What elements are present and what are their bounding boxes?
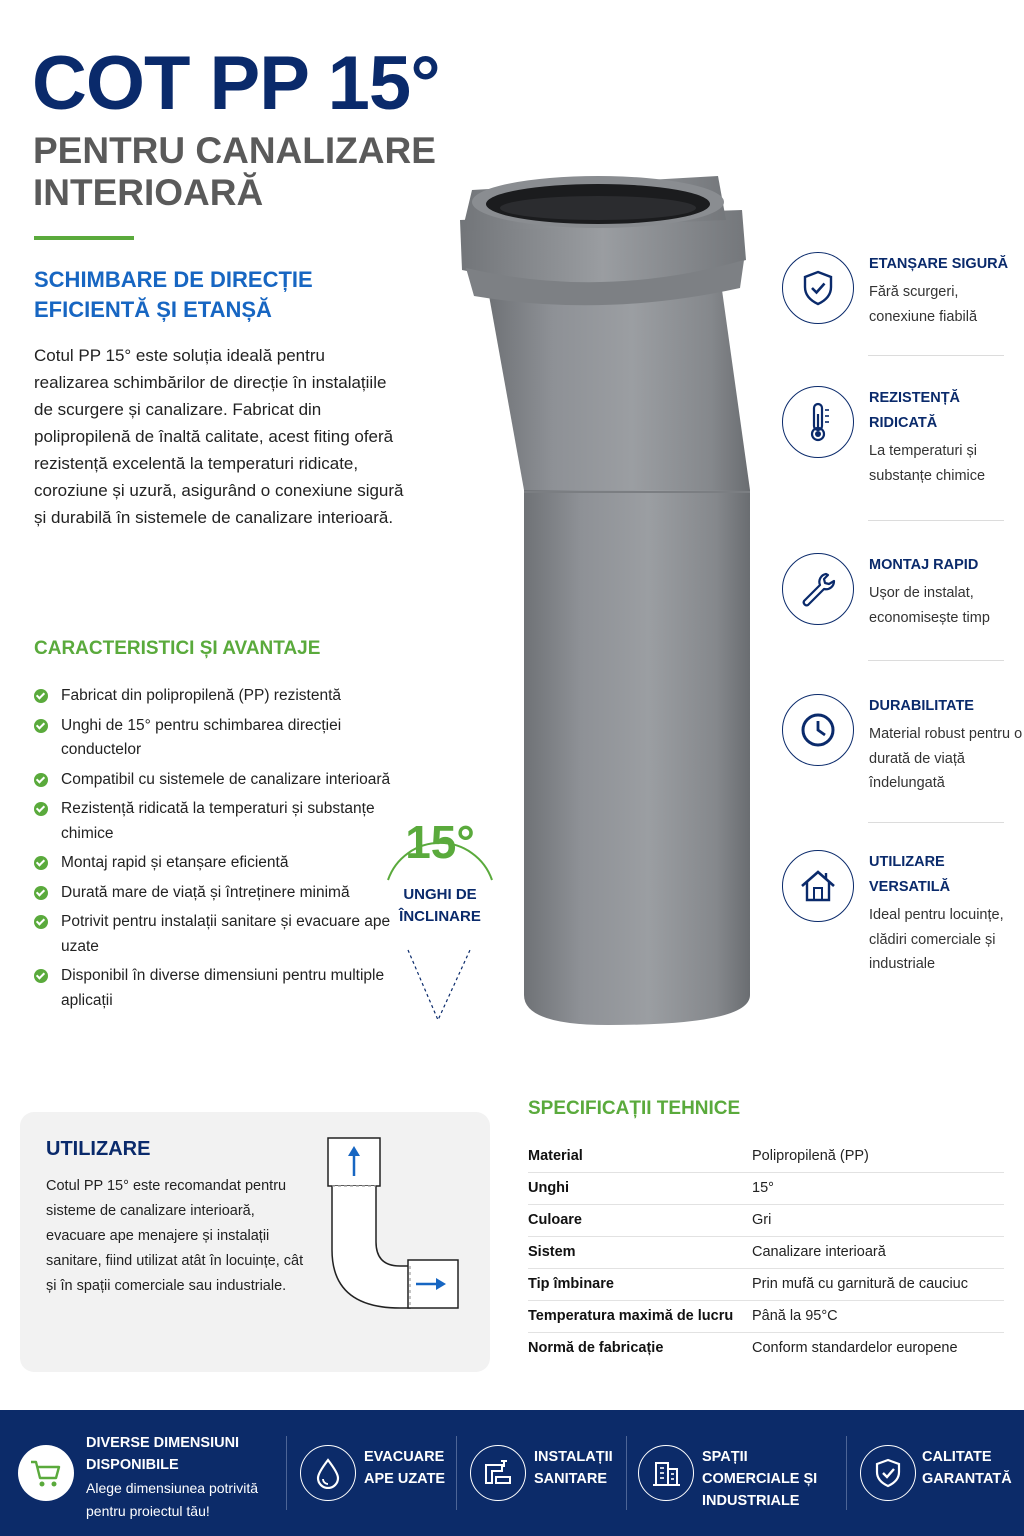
footer-item-sanitary bbox=[470, 1410, 630, 1536]
benefit-quick-install bbox=[782, 553, 1022, 643]
check-icon bbox=[34, 915, 48, 929]
check-icon bbox=[34, 773, 48, 787]
spec-label: Temperatura maximă de lucru bbox=[528, 1300, 752, 1332]
benefit-desc: Ideal pentru locuințe, clădiri comerciale și industriale bbox=[869, 907, 1004, 972]
feature-item bbox=[34, 851, 394, 876]
check-icon bbox=[34, 689, 48, 703]
table-row bbox=[528, 1236, 1004, 1268]
specs-table bbox=[528, 1140, 1004, 1364]
spec-value: Până la 95°C bbox=[752, 1300, 1004, 1332]
water-drop-icon bbox=[300, 1445, 356, 1501]
spec-value: Canalizare interioară bbox=[752, 1236, 1004, 1268]
table-row bbox=[528, 1204, 1004, 1236]
feature-text: Montaj rapid și etanșare eficientă bbox=[61, 854, 289, 871]
benefit-sealing bbox=[782, 252, 1022, 342]
feature-text: Disponibil în diverse dimensiuni pentru multiple aplicații bbox=[61, 967, 385, 1009]
buildings-icon bbox=[638, 1445, 694, 1501]
spec-value: Gri bbox=[752, 1204, 1004, 1236]
benefit-desc: Fără scurgeri, conexiune fiabilă bbox=[869, 284, 978, 325]
table-row bbox=[528, 1300, 1004, 1332]
spec-label: Culoare bbox=[528, 1204, 752, 1236]
page-title: COT PP 15° bbox=[32, 41, 440, 126]
spec-value: 15° bbox=[752, 1172, 1004, 1204]
benefit-resistance bbox=[782, 386, 1022, 496]
footer-title: CALITATE GARANTATĂ bbox=[922, 1449, 1012, 1487]
feature-text: Unghi de 15° pentru schimbarea direcției conductelor bbox=[61, 716, 342, 758]
feature-text: Fabricat din polipropilenă (PP) rezistentă bbox=[61, 687, 341, 704]
feature-item bbox=[34, 881, 394, 906]
benefit-durability bbox=[782, 694, 1022, 804]
spec-label: Tip îmbinare bbox=[528, 1268, 752, 1300]
spec-label: Sistem bbox=[528, 1236, 752, 1268]
angle-value: 15° bbox=[405, 816, 475, 868]
check-icon bbox=[34, 886, 48, 900]
table-row bbox=[528, 1172, 1004, 1204]
usage-title: UTILIZARE bbox=[46, 1138, 151, 1160]
thermometer-icon bbox=[782, 386, 854, 458]
spec-value: Conform standardelor europene bbox=[752, 1340, 958, 1357]
intro-heading: SCHIMBARE DE DIRECȚIE EFICIENTĂ ȘI ETANȘĂ bbox=[34, 267, 313, 322]
table-row bbox=[528, 1140, 1004, 1172]
features-list bbox=[34, 684, 394, 1018]
feature-item bbox=[34, 684, 394, 709]
specs-title: SPECIFICAȚII TEHNICE bbox=[528, 1098, 741, 1119]
divider bbox=[846, 1436, 847, 1510]
divider bbox=[868, 520, 1004, 521]
feature-text: Durată mare de viață și întreținere minimă bbox=[61, 883, 350, 901]
benefit-desc: La temperaturi și substanțe chimice bbox=[869, 443, 986, 484]
elbow-flow-diagram bbox=[320, 1130, 470, 1330]
divider bbox=[456, 1436, 457, 1510]
check-icon bbox=[34, 856, 48, 870]
benefit-desc: Material robust pentru o durată de viață îndelungată bbox=[869, 726, 1023, 791]
feature-text: Compatibil cu sistemele de canalizare interioară bbox=[61, 770, 391, 788]
table-row bbox=[528, 1332, 1004, 1364]
clock-icon bbox=[782, 694, 854, 766]
shield-check-icon bbox=[782, 252, 854, 324]
feature-item bbox=[34, 714, 394, 763]
divider bbox=[286, 1436, 287, 1510]
benefit-title: DURABILITATE bbox=[869, 698, 974, 714]
divider bbox=[868, 355, 1004, 356]
cart-icon bbox=[18, 1445, 74, 1501]
footer-title: SPAȚII COMERCIALE ȘI INDUSTRIALE bbox=[702, 1449, 818, 1509]
spec-label: Unghi bbox=[528, 1172, 752, 1204]
feature-item bbox=[34, 964, 394, 1013]
footer-item-commercial bbox=[638, 1410, 844, 1536]
benefit-title: REZISTENȚĂ RIDICATĂ bbox=[869, 390, 961, 431]
spec-value: Polipropilenă (PP) bbox=[752, 1140, 1004, 1172]
benefit-versatile bbox=[782, 850, 1022, 980]
footer-item-quality bbox=[860, 1410, 1020, 1536]
footer-item-dimensions bbox=[18, 1410, 280, 1536]
wrench-icon bbox=[782, 553, 854, 625]
feature-text: Potrivit pentru instalații sanitare și evacuare ape uzate bbox=[61, 913, 391, 955]
title-divider bbox=[34, 236, 134, 240]
divider bbox=[868, 660, 1004, 661]
pipes-icon bbox=[470, 1445, 526, 1501]
divider bbox=[868, 822, 1004, 823]
page-subtitle: PENTRU CANALIZARE INTERIOARĂ bbox=[33, 130, 436, 213]
angle-label: UNGHI DE ÎNCLINARE bbox=[399, 886, 481, 925]
feature-item bbox=[34, 797, 394, 846]
footer-title: DIVERSE DIMENSIUNI DISPONIBILE bbox=[86, 1435, 240, 1473]
table-row bbox=[528, 1268, 1004, 1300]
house-icon bbox=[782, 850, 854, 922]
footer-item-wastewater bbox=[300, 1410, 450, 1536]
footer-bar bbox=[0, 1410, 1024, 1536]
check-icon bbox=[34, 969, 48, 983]
intro-text: Cotul PP 15° este soluția ideală pentru realizarea schimbărilor de direcție în instalațiile de scurgere și canalizare. Fabricat din polipropilenă de înaltă calitate, acest fiting oferă rezistență excelentă la temperaturi ridicate, coroziune și uzură, asigurând o conexiune sigură și durabilă în sistemele de canalizare interioară. bbox=[34, 346, 404, 527]
benefit-title: UTILIZARE VERSATILĂ bbox=[869, 854, 951, 895]
footer-title: INSTALAȚII SANITARE bbox=[534, 1449, 613, 1487]
spec-label: Normă de fabricație bbox=[528, 1340, 664, 1357]
feature-item bbox=[34, 768, 394, 793]
check-icon bbox=[34, 802, 48, 816]
angle-badge bbox=[378, 790, 502, 1030]
spec-value: Prin mufă cu garnitură de cauciuc bbox=[752, 1268, 1004, 1300]
benefit-desc: Ușor de instalat, economisește timp bbox=[869, 585, 990, 626]
features-heading: CARACTERISTICI ȘI AVANTAJE bbox=[34, 638, 321, 659]
check-icon bbox=[34, 719, 48, 733]
footer-title: EVACUARE APE UZATE bbox=[364, 1449, 446, 1487]
usage-text: Cotul PP 15° este recomandat pentru sisteme de canalizare interioară, evacuare ape menajere și instalații sanitare, fiind utilizat atât în locuințe, cât și în spații comerciale sau industriale. bbox=[46, 1178, 304, 1294]
spec-label: Material bbox=[528, 1140, 752, 1172]
shield-check-icon bbox=[860, 1445, 916, 1501]
feature-item bbox=[34, 910, 394, 959]
divider bbox=[626, 1436, 627, 1510]
benefit-title: ETANȘARE SIGURĂ bbox=[869, 256, 1009, 272]
feature-text: Rezistență ridicată la temperaturi și substanțe chimice bbox=[61, 800, 375, 842]
benefit-title: MONTAJ RAPID bbox=[869, 557, 979, 573]
footer-desc: Alege dimensiunea potrivită pentru proiectul tău! bbox=[86, 1480, 258, 1519]
